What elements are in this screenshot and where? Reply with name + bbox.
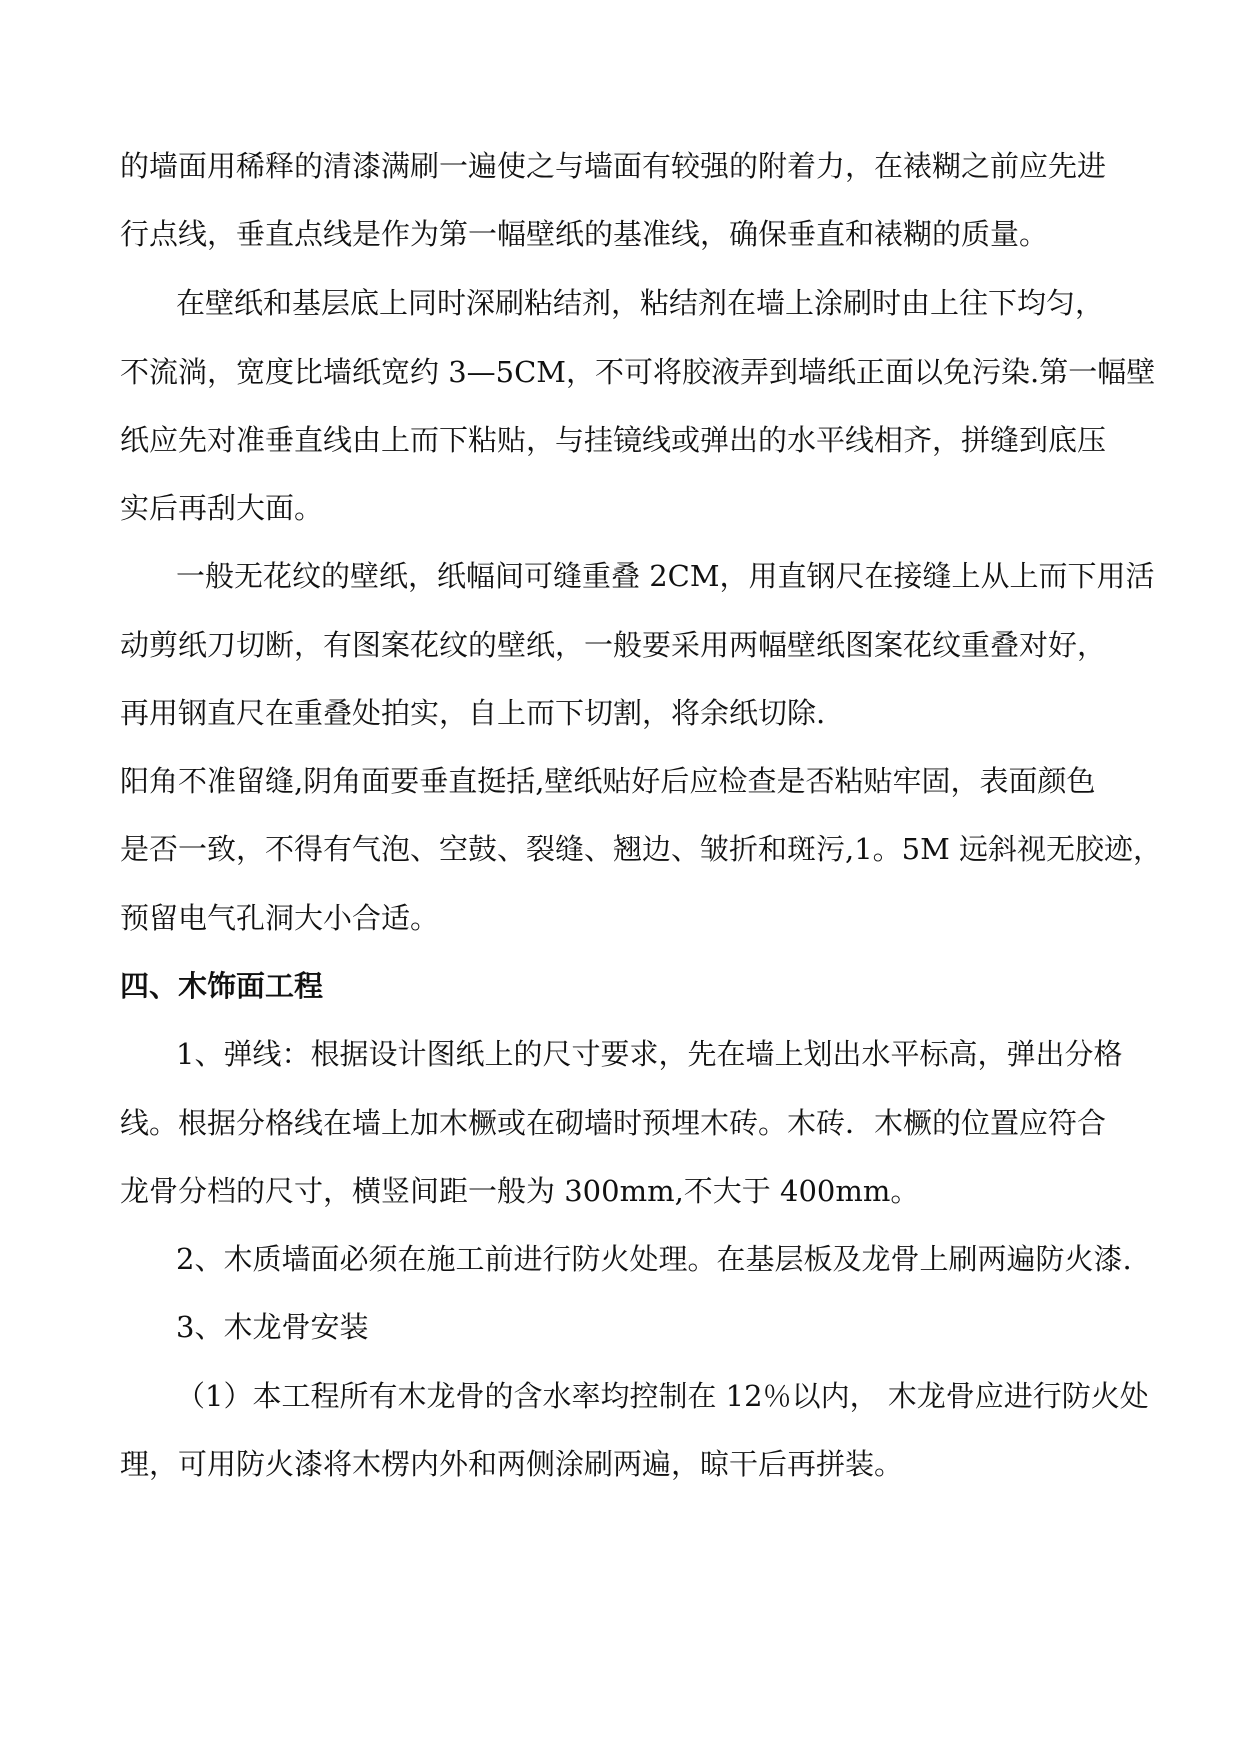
paragraph-line: 不流淌，宽度比墙纸宽约 3—5CM，不可将胶液弄到墙纸正面以免污染.第一幅壁 <box>120 355 1156 389</box>
subsection-heading: 3、木龙骨安装 <box>176 1310 369 1344</box>
paragraph-line: （1）本工程所有木龙骨的含水率均控制在 12％以内， 木龙骨应进行防火处 <box>176 1379 1149 1413</box>
paragraph-line: 是否一致，不得有气泡、空鼓、裂缝、翘边、皱折和斑污,1。5M 远斜视无胶迹， <box>120 832 1163 866</box>
paragraph-line: 线。根据分格线在墙上加木橛或在砌墙时预埋木砖。木砖．木橛的位置应符合 <box>120 1106 1107 1140</box>
paragraph-line: 再用钢直尺在重叠处拍实，自上而下切割，将余纸切除. <box>120 696 826 730</box>
paragraph-line: 2、木质墙面必须在施工前进行防火处理。在基层板及龙骨上刷两遍防火漆. <box>176 1242 1132 1276</box>
paragraph-line: 1、弹线：根据设计图纸上的尺寸要求，先在墙上划出水平标高，弹出分格 <box>176 1037 1123 1071</box>
paragraph-line: 动剪纸刀切断，有图案花纹的壁纸，一般要采用两幅壁纸图案花纹重叠对好， <box>120 628 1107 662</box>
paragraph-line: 实后再刮大面。 <box>120 491 324 525</box>
paragraph-line: 的墙面用稀释的清漆满刷一遍使之与墙面有较强的附着力，在裱糊之前应先进 <box>120 149 1107 183</box>
paragraph-line: 行点线，垂直点线是作为第一幅壁纸的基准线，确保垂直和裱糊的质量。 <box>120 217 1049 251</box>
paragraph-line: 纸应先对准垂直线由上而下粘贴，与挂镜线或弹出的水平线相齐，拼缝到底压 <box>120 423 1107 457</box>
paragraph-line: 一般无花纹的壁纸，纸幅间可缝重叠 2CM，用直钢尺在接缝上从上而下用活 <box>176 559 1155 593</box>
paragraph-line: 理，可用防火漆将木楞内外和两侧涂刷两遍，晾干后再拼装。 <box>120 1447 904 1481</box>
paragraph-line: 在壁纸和基层底上同时深刷粘结剂，粘结剂在墙上涂刷时由上往下均匀， <box>176 286 1105 320</box>
section-heading: 四、木饰面工程 <box>120 969 324 1003</box>
paragraph-line: 预留电气孔洞大小合适。 <box>120 901 440 935</box>
paragraph-line: 龙骨分档的尺寸，横竖间距一般为 300mm,不大于 400mm。 <box>120 1174 920 1208</box>
paragraph-line: 阳角不准留缝,阴角面要垂直挺括,壁纸贴好后应检查是否粘贴牢固，表面颜色 <box>120 764 1096 798</box>
